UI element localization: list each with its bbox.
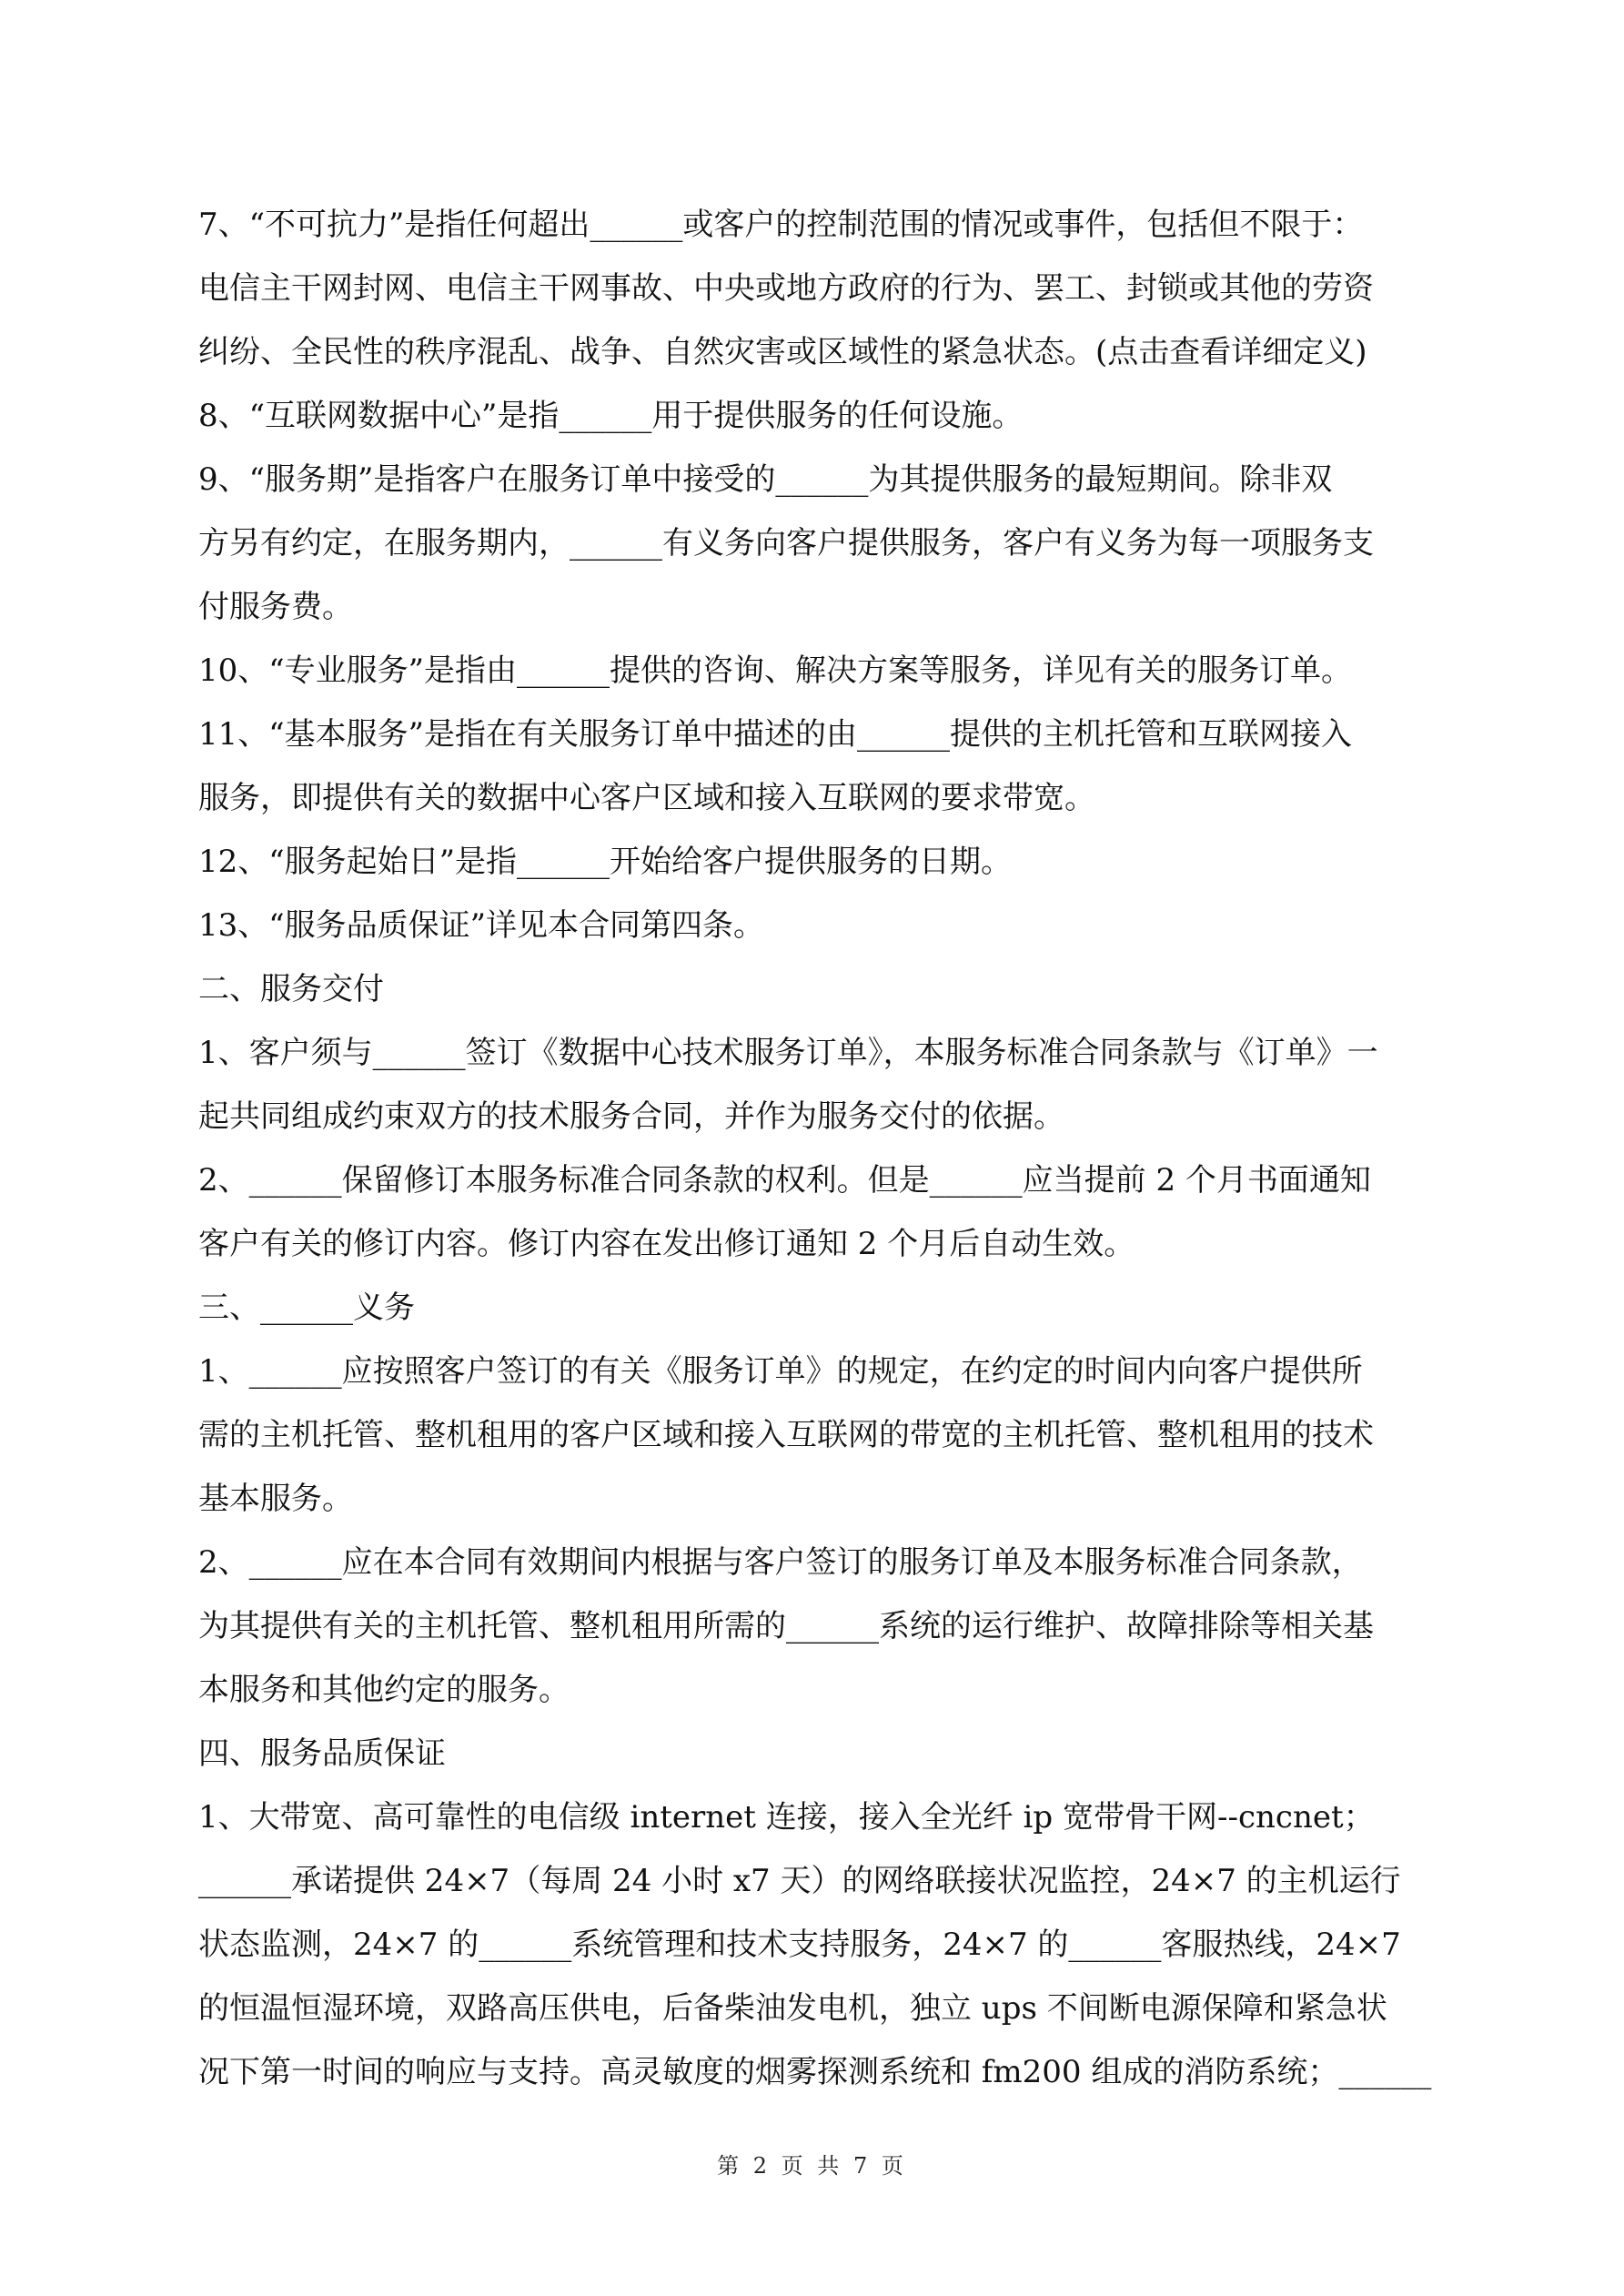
text-line: 服务，即提供有关的数据中心客户区域和接入互联网的要求带宽。 [198, 780, 1095, 816]
text-line: 付服务费。 [198, 589, 353, 625]
section-heading: 二、服务交付 [198, 971, 384, 1007]
section-heading: 四、服务品质保证 [198, 1735, 446, 1772]
text-line: 纠纷、全民性的秩序混乱、战争、自然灾害或区域性的紧急状态。(点击查看详细定义) [198, 334, 1367, 370]
text-line: 的恒温恒湿环境，双路高压供电，后备柴油发电机，独立 ups 不间断电源保障和紧急状 [198, 1990, 1387, 2027]
text-line: 客户有关的修订内容。修订内容在发出修订通知 2 个月后自动生效。 [198, 1226, 1135, 1262]
document-body [198, 193, 1445, 2104]
text-line: ______承诺提供 24×7（每周 24 小时 x7 天）的网络联接状况监控，24×7 的主机运行 [198, 1863, 1401, 1899]
text-line: 2、______应在本合同有效期间内根据与客户签订的服务订单及本服务标准合同条款， [198, 1544, 1363, 1581]
text-line: 电信主干网封网、电信主干网事故、中央或地方政府的行为、罢工、封锁或其他的劳资 [198, 270, 1374, 307]
text-line: 1、______应按照客户签订的有关《服务订单》的规定，在约定的时间内向客户提供所 [198, 1353, 1363, 1390]
section-heading: 三、______义务 [198, 1290, 415, 1326]
text-line: 9、“服务期”是指客户在服务订单中接受的______为其提供服务的最短期间。除非双 [198, 461, 1333, 498]
text-line: 11、“基本服务”是指在有关服务订单中描述的由______提供的主机托管和互联网接入 [198, 716, 1353, 753]
text-line: 7、“不可抗力”是指任何超出______或客户的控制范围的情况或事件，包括但不限于： [198, 207, 1364, 243]
text-line: 需的主机托管、整机租用的客户区域和接入互联网的带宽的主机托管、整机租用的技术 [198, 1417, 1374, 1453]
text-line: 2、______保留修订本服务标准合同条款的权利。但是______应当提前 2 个月书面通知 [198, 1162, 1371, 1199]
text-line: 1、大带宽、高可靠性的电信级 internet 连接，接入全光纤 ip 宽带骨干网--cncnet； [198, 1799, 1375, 1836]
text-line: 8、“互联网数据中心”是指______用于提供服务的任何设施。 [198, 398, 1024, 434]
text-line: 况下第一时间的响应与支持。高灵敏度的烟雾探测系统和 fm200 组成的消防系统；______ [198, 2054, 1432, 2090]
page-footer: 第 2 页 共 7 页 [717, 2153, 907, 2179]
text-line: 方另有约定，在服务期内，______有义务向客户提供服务，客户有义务为每一项服务支 [198, 525, 1374, 561]
text-line: 状态监测，24×7 的______系统管理和技术支持服务，24×7 的______客服热线，24×7 [198, 1927, 1401, 1963]
text-line: 13、“服务品质保证”详见本合同第四条。 [198, 907, 765, 944]
text-line: 为其提供有关的主机托管、整机租用所需的______系统的运行维护、故障排除等相关基 [198, 1608, 1374, 1644]
text-line: 10、“专业服务”是指由______提供的咨询、解决方案等服务，详见有关的服务订单。 [198, 652, 1353, 689]
text-line: 基本服务。 [198, 1481, 353, 1517]
text-line: 1、客户须与______签订《数据中心技术服务订单》，本服务标准合同条款与《订单》一 [198, 1035, 1378, 1071]
text-line: 12、“服务起始日”是指______开始给客户提供服务的日期。 [198, 844, 1013, 880]
text-line: 起共同组成约束双方的技术服务合同，并作为服务交付的依据。 [198, 1098, 1064, 1135]
text-line: 本服务和其他约定的服务。 [198, 1672, 570, 1708]
